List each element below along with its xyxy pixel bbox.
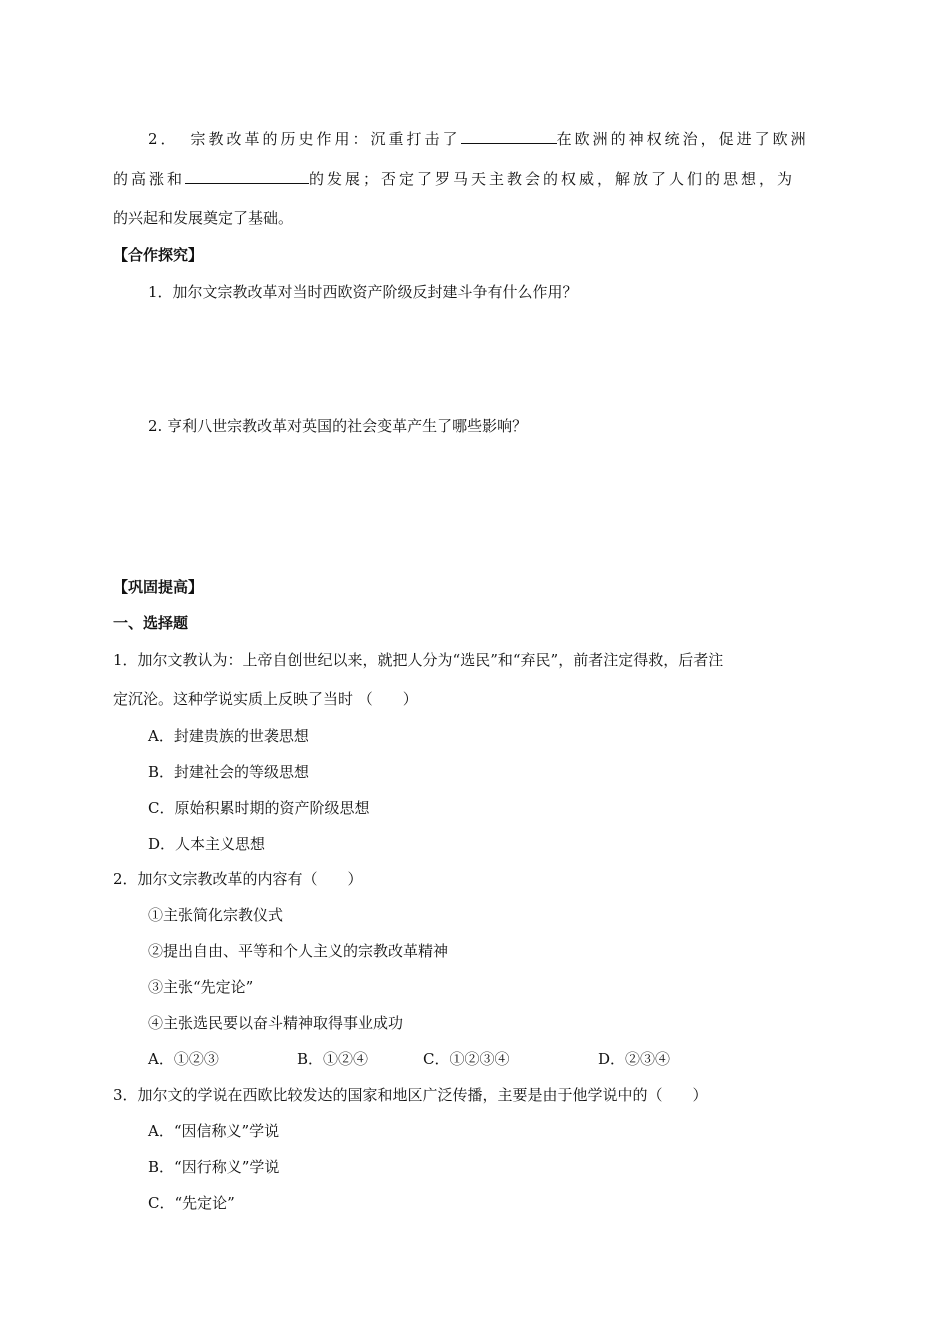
- coop-heading: 【合作探究】: [113, 246, 204, 264]
- q1-option-b[interactable]: B．封建社会的等级思想: [148, 763, 310, 781]
- q1-stem-line-1: 1．加尔文教认为：上帝自创世纪以来，就把人分为“选民”和“弃民”，前者注定得救，后者注: [113, 651, 724, 669]
- q1-option-c[interactable]: C．原始积累时期的资产阶级思想: [148, 799, 370, 817]
- section-multiple-choice: 一、选择题: [113, 614, 189, 632]
- intro-line-3: 的兴起和发展奠定了基础。: [113, 209, 294, 227]
- q1-option-d[interactable]: D．人本主义思想: [148, 835, 266, 853]
- q3-option-c[interactable]: C．“先定论”: [148, 1194, 235, 1212]
- q2-choice-c[interactable]: C．①②③④: [423, 1050, 510, 1068]
- q2-item-3: ③主张“先定论”: [148, 978, 254, 996]
- q2-choice-d[interactable]: D．②③④: [598, 1050, 671, 1068]
- consolidate-heading: 【巩固提高】: [113, 578, 204, 596]
- intro-line-1: 2． 宗教改革的历史作用：沉重打击了 在欧洲的神权统治，促进了欧洲: [148, 127, 809, 150]
- coop-question-2: 2. 亨利八世宗教改革对英国的社会变革产生了哪些影响？: [148, 417, 528, 435]
- q1-stem-line-2: 定沉沦。这种学说实质上反映了当时 （ ）: [113, 690, 418, 708]
- fill-blank-1[interactable]: [461, 127, 557, 144]
- coop-question-1: 1．加尔文宗教改革对当时西欧资产阶级反封建斗争有什么作用？: [148, 283, 578, 301]
- q3-stem: 3．加尔文的学说在西欧比较发达的国家和地区广泛传播，主要是由于他学说中的（ ）: [113, 1086, 708, 1104]
- q2-item-1: ①主张简化宗教仪式: [148, 906, 284, 924]
- q2-stem: 2．加尔文宗教改革的内容有（ ）: [113, 870, 363, 888]
- q2-choice-a[interactable]: A．①②③: [148, 1050, 219, 1068]
- q3-option-a[interactable]: A．“因信称义”学说: [148, 1122, 280, 1140]
- q2-choice-b[interactable]: B．①②④: [297, 1050, 369, 1068]
- intro-item-number: 2．: [148, 130, 179, 148]
- q2-item-2: ②提出自由、平等和个人主义的宗教改革精神: [148, 942, 449, 960]
- fill-blank-2[interactable]: [185, 167, 309, 184]
- intro-line-2: 的高涨和 的发展；否定了罗马天主教会的权威，解放了人们的思想，为: [113, 167, 795, 190]
- q3-option-b[interactable]: B．“因行称义”学说: [148, 1158, 280, 1176]
- q2-item-4: ④主张选民要以奋斗精神取得事业成功: [148, 1014, 404, 1032]
- q1-option-a[interactable]: A．封建贵族的世袭思想: [148, 727, 309, 745]
